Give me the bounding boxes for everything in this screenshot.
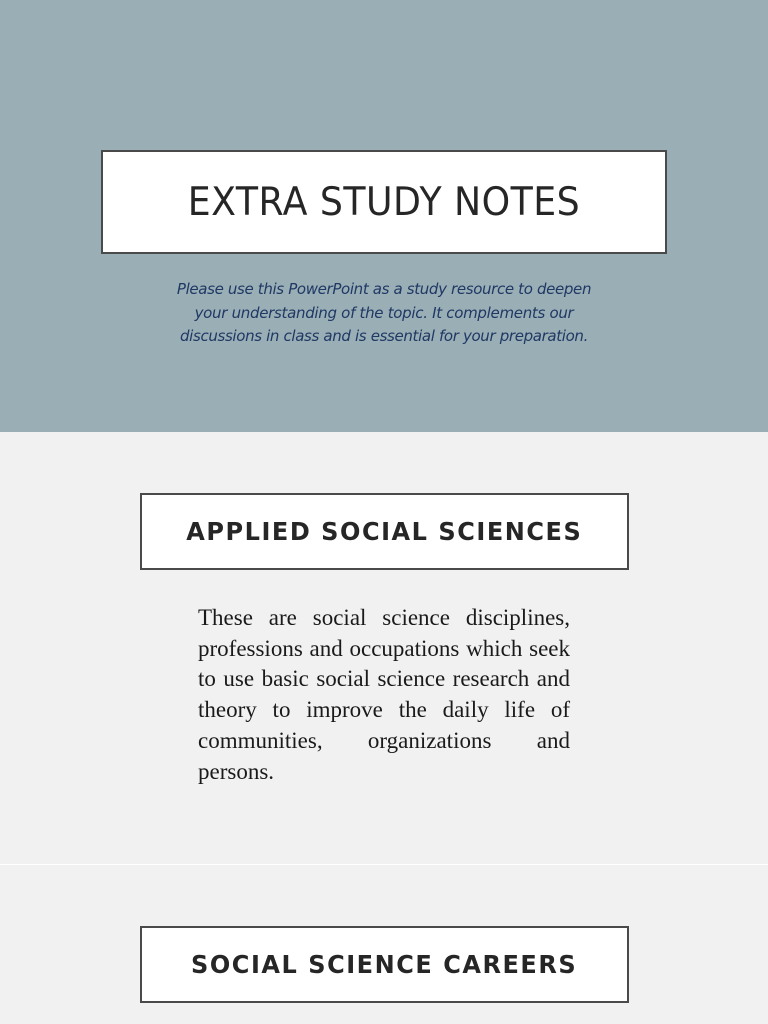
- slide-title-text: EXTRA STUDY NOTES: [187, 179, 581, 225]
- slide-subtitle: [160, 278, 608, 349]
- section-title-box: [140, 493, 629, 570]
- subtitle-line: Please use this PowerPoint as a study resource to deepen: [176, 280, 592, 298]
- section-title: APPLIED SOCIAL SCIENCES: [186, 517, 583, 546]
- subtitle-line: your understanding of the topic. It complements our: [194, 303, 574, 322]
- slide-social-science-careers: [0, 865, 768, 1024]
- subtitle-line: discussions in class and is essential for your preparation.: [179, 327, 588, 345]
- slide-applied-social-sciences: [0, 432, 768, 865]
- title-box: [101, 150, 667, 254]
- slide-title: [0, 0, 768, 432]
- definition-text: These are social science disciplines, professions and occupations which seek to use basic social science research and theory to improve the daily life of communities, organizations and persons.: [198, 605, 570, 784]
- section-title-box: [140, 926, 629, 1003]
- section-title: SOCIAL SCIENCE CAREERS: [191, 950, 578, 979]
